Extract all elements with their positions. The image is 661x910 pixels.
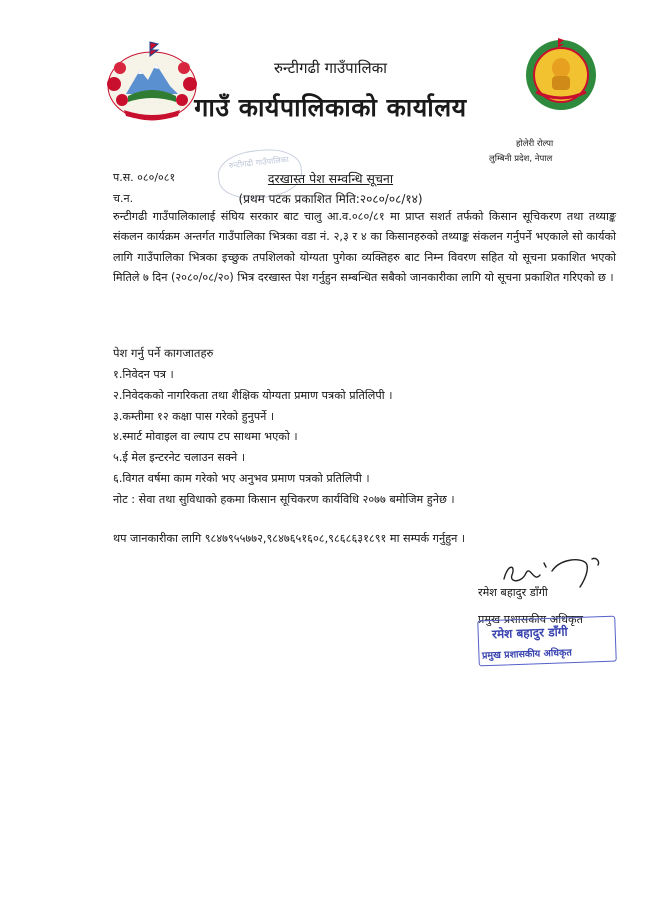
signatory-title: प्रमुख प्रशासकीय अधिकृत — [478, 613, 584, 626]
note-item: नोट : सेवा तथा सुविधाको हकमा किसान सूचिकरण कार्यविधि २०७७ बमोजिम हुनेछ । — [113, 492, 455, 506]
address-line-1: होलेरी रोल्पा — [516, 139, 554, 149]
reference-number: प.स. ०८०/०८१ — [113, 171, 176, 184]
list-item: ३.कम्तीमा १२ कक्षा पास गरेको हुनुपर्ने । — [113, 409, 275, 423]
seal-text: रुन्टीगढी गाउँपालिका — [228, 154, 290, 171]
address-line-2: लुम्बिनी प्रदेश, नेपाल — [489, 154, 553, 164]
list-item: ६.विगत वर्षमा काम गरेको भए अनुभव प्रमाण पत्रको प्रतिलिपी । — [113, 471, 370, 485]
list-item: ५.ई मेल इन्टरनेट चलाउन सक्ने । — [113, 451, 246, 465]
list-item: २.निवेदकको नागरिकता तथा शैक्षिक योग्यता प्रमाण पत्रको प्रतिलिपी । — [113, 388, 393, 402]
stamp-name: रमेश बहादुर डाँगी — [491, 624, 568, 642]
publication-date: (प्रथम पटक प्रकाशित मिति:२०८०/०८/१४) — [238, 192, 423, 206]
notice-subject: दरखास्त पेश सम्वन्धि सूचना — [267, 171, 394, 186]
list-item: १.निवेदन पत्र । — [113, 368, 174, 381]
notice-body: रुन्टीगढी गाउँपालिकालाई संघिय सरकार बाट चालु आ.व.०८०/८१ मा प्राप्त सशर्त तर्फको किसान सूचिकरण तथा तथ्याङ्क संकलन कार्यक्रम अन्तर्गत गाउँपालिका भित्रका वडा नं. २,३ र ४ का किसानहरुको तथ्याङ्क संकलन गर्नुपर्ने भएकाले सो कार्यको लागि गाउँपालिका भित्रका इच्छुक तपशिलको योग्यता पुगेका व्यक्तिहरु बाट निम्न विवरण सहित यो सूचना प्रकाशित भएको मितिले ७ दिन (२०८०/०८/२०) भित्र दरखास्त पेश गर्नुहुन सम्बन्धित सबैको जानकारीका लागि यो सूचना प्रकाशित गरिएको छ । — [113, 210, 616, 284]
signatory-name: रमेश बहादुर डाँगी — [478, 586, 548, 599]
stamp-title: प्रमुख प्रशासकीय अधिकृत — [481, 647, 572, 662]
contact-info: थप जानकारीका लागि ९८४७९५५७७२,९८४७६५१६०८,९८६८६३१८९१ मा सम्पर्क गर्नुहुन । — [113, 532, 466, 545]
dispatch-number: च.न. — [113, 192, 134, 205]
municipality-name: रुन्टीगढी गाउँपालिका — [273, 59, 388, 77]
official-stamp — [478, 612, 618, 664]
svg-text:·····: ····· — [148, 111, 156, 116]
documents-heading: पेश गर्नु पर्ने कागजातहरु — [113, 346, 214, 360]
list-item: ४.स्मार्ट मोवाइल वा ल्याप टप साथमा भएको । — [113, 430, 298, 444]
office-title: गाउँ कार्यपालिकाको कार्यालय — [194, 93, 467, 122]
documents-list — [113, 367, 455, 513]
